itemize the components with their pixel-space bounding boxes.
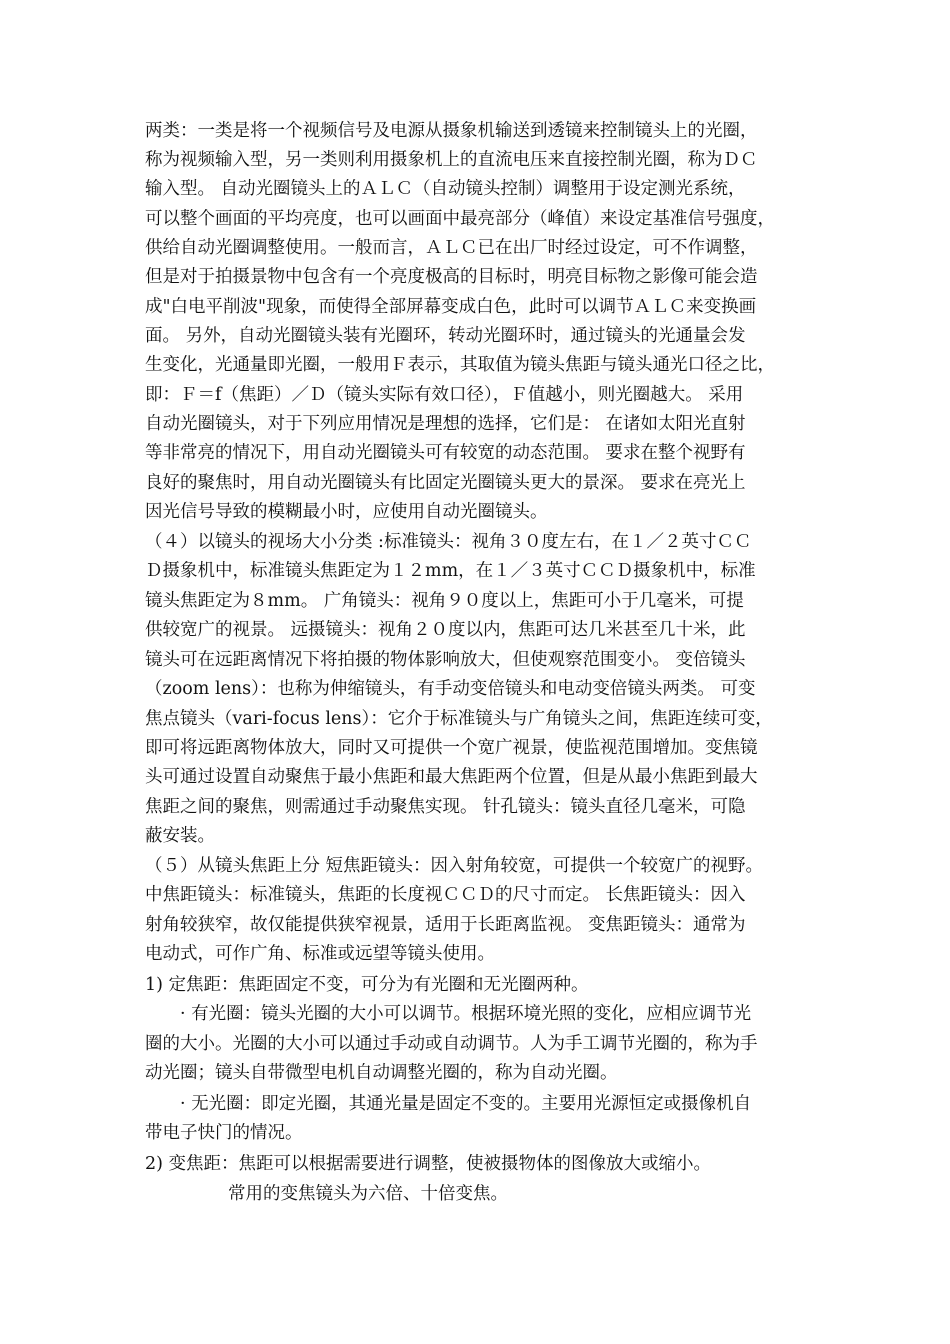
text-line: 等非常亮的情况下，用自动光圈镜头可有较宽的动态范围。 要求在整个视野有 (145, 443, 746, 463)
text-line: 称为视频输入型，另一类则利用摄象机上的直流电压来直接控制光圈，称为ＤＣ (145, 150, 758, 170)
text-line: 中焦距镜头：标准镜头，焦距的长度视ＣＣＤ的尺寸而定。 长焦距镜头：因入 (145, 885, 746, 905)
text-line: 自动光圈镜头，对于下列应用情况是理想的选择，它们是： 在诸如太阳光直射 (145, 414, 746, 434)
text-line: 但是对于拍摄景物中包含有一个亮度极高的目标时，明亮目标物之影像可能会造 (145, 267, 758, 287)
text-line: 常用的变焦镜头为六倍、十倍变焦。 (228, 1184, 508, 1204)
text-line: （５）从镜头焦距上分 短焦距镜头：因入射角较宽，可提供一个较宽广的视野。 (145, 856, 764, 876)
text-line: 带电子快门的情况。 (145, 1123, 303, 1143)
text-line: 2) 变焦距：焦距可以根据需要进行调整，使被摄物体的图像放大或缩小。 (145, 1154, 712, 1174)
text-line: · 无光圈：即定光圈，其通光量是固定不变的。主要用光源恒定或摄像机自 (180, 1094, 752, 1114)
text-line: （４）以镜头的视场大小分类 :标准镜头：视角３０度左右，在１／２英寸ＣＣ (145, 532, 752, 552)
text-line: 即可将远距离物体放大，同时又可提供一个宽广视景，使监视范围增加。变焦镜 (145, 738, 758, 758)
text-line: 供较宽广的视景。 远摄镜头：视角２０度以内，焦距可达几米甚至几十米，此 (145, 620, 746, 640)
text-line: 两类：一类是将一个视频信号及电源从摄象机输送到透镜来控制镜头上的光圈， (145, 121, 758, 141)
text-line: 焦距之间的聚焦，则需通过手动聚焦实现。 针孔镜头：镜头直径几毫米，可隐 (145, 797, 746, 817)
text-line: 电动式，可作广角、标准或远望等镜头使用。 (145, 944, 495, 964)
text-line: 圈的大小。光圈的大小可以通过手动或自动调节。人为手工调节光圈的，称为手 (145, 1034, 758, 1054)
text-line: Ｄ摄象机中，标准镜头焦距定为１２mm，在１／３英寸ＣＣＤ摄象机中，标准 (145, 561, 756, 581)
text-line: 成"白电平削波"现象，而使得全部屏幕变成白色，此时可以调节ＡＬＣ来变换画 (145, 297, 757, 317)
text-line: 动光圈；镜头自带微型电机自动调整光圈的，称为自动光圈。 (145, 1063, 618, 1083)
text-line: 镜头可在远距离情况下将拍摄的物体影响放大，但使观察范围变小。 变倍镜头 (145, 650, 746, 670)
text-line: 蔽安装。 (145, 826, 215, 846)
text-line: 可以整个画面的平均亮度，也可以画面中最亮部分（峰值）来设定基准信号强度， (145, 209, 775, 229)
text-line: 即：Ｆ＝f（焦距）／Ｄ（镜头实际有效口径），Ｆ值越小，则光圈越大。 采用 (145, 385, 744, 405)
text-line: 头可通过设置自动聚焦于最小焦距和最大焦距两个位置，但是从最小焦距到最大 (145, 767, 758, 787)
text-line: 良好的聚焦时，用自动光圈镜头有比固定光圈镜头更大的景深。 要求在亮光上 (145, 473, 746, 493)
text-line: 输入型。 自动光圈镜头上的ＡＬＣ（自动镜头控制）调整用于设定测光系统， (145, 179, 746, 199)
text-line: （zoom lens）：也称为伸缩镜头，有手动变倍镜头和电动变倍镜头两类。 可变 (145, 679, 756, 699)
text-line: 生变化，光通量即光圈，一般用Ｆ表示，其取值为镜头焦距与镜头通光口径之比， (145, 355, 775, 375)
text-line: · 有光圈：镜头光圈的大小可以调节。根据环境光照的变化，应相应调节光 (180, 1004, 752, 1024)
text-line: 面。 另外，自动光圈镜头装有光圈环，转动光圈环时，通过镜头的光通量会发 (145, 326, 746, 346)
text-line: 射角较狭窄，故仅能提供狭窄视景，适用于长距离监视。 变焦距镜头：通常为 (145, 915, 746, 935)
text-line: 镜头焦距定为８mm。 广角镜头：视角９０度以上，焦距可小于几毫米，可提 (145, 591, 744, 611)
text-line: 焦点镜头（vari-focus lens）：它介于标准镜头与广角镜头之间，焦距连续可变， (145, 709, 773, 729)
text-line: 1) 定焦距：焦距固定不变，可分为有光圈和无光圈两种。 (145, 975, 589, 995)
text-line: 供给自动光圈调整使用。一般而言，ＡＬＣ已在出厂时经过设定，可不作调整， (145, 238, 758, 258)
text-line: 因光信号导致的模糊最小时，应使用自动光圈镜头。 (145, 502, 548, 522)
